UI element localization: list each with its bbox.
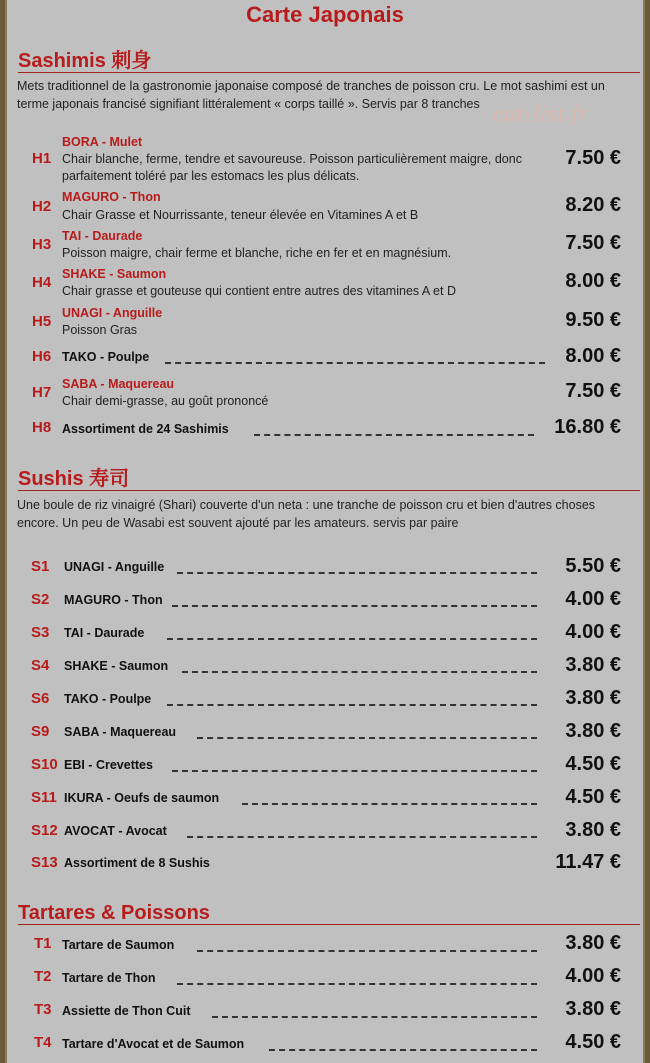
- item-name: SABA - Maquereau: [62, 377, 175, 391]
- item-name: TAKO - Poulpe: [64, 692, 152, 706]
- item-price: 4.50 €: [565, 786, 621, 808]
- item-description: Poisson Gras: [62, 323, 138, 337]
- item-code: H7: [32, 384, 52, 401]
- item-price: 3.80 €: [565, 654, 621, 676]
- item-price: 3.80 €: [565, 819, 621, 841]
- item-code: S9: [31, 723, 50, 740]
- item-name: TAI - Daurade: [62, 229, 143, 243]
- item-code: S1: [31, 558, 50, 575]
- dotted-leader: [197, 938, 537, 952]
- dotted-leader: [167, 692, 537, 706]
- item-code: S10: [31, 756, 58, 773]
- dotted-leader: [182, 659, 537, 673]
- item-name: IKURA - Oeufs de saumon: [64, 791, 220, 805]
- item-code: S4: [31, 657, 50, 674]
- item-name: Tartare de Thon: [62, 971, 156, 985]
- item-code: S11: [31, 789, 57, 806]
- item-name: Assortiment de 24 Sashimis: [62, 422, 229, 436]
- item-description: Chair grasse et gouteuse qui contient entre autres des vitamines A et D: [62, 284, 456, 298]
- item-name: UNAGI - Anguille: [62, 306, 163, 320]
- dotted-leader: [197, 725, 537, 739]
- dotted-leader: [242, 791, 537, 805]
- item-name: SHAKE - Saumon: [62, 267, 167, 281]
- watermark: eat-list.fr: [493, 101, 589, 126]
- item-price: 3.80 €: [565, 998, 621, 1020]
- dotted-leader: [165, 350, 545, 364]
- item-price: 8.00 €: [565, 270, 621, 292]
- section-intro-sushis: Une boule de riz vinaigré (Shari) couverte d'un neta : une tranche de poisson cru et bien d'autres choses encore. Un peu de Wasabi est souvent ajouté par les amateurs. servis par paire: [17, 498, 596, 530]
- dotted-leader: [212, 1004, 537, 1018]
- item-price: 7.50 €: [565, 147, 621, 169]
- item-code: T2: [34, 968, 52, 985]
- item-price: 16.80 €: [554, 416, 621, 438]
- item-price: 4.00 €: [565, 621, 621, 643]
- item-name: SHAKE - Saumon: [64, 659, 169, 673]
- item-price: 7.50 €: [565, 380, 621, 402]
- dotted-leader: [187, 824, 537, 838]
- item-description: Chair demi-grasse, au goût prononcé: [62, 394, 269, 408]
- item-name: SABA - Maquereau: [64, 725, 177, 739]
- dotted-leader: [254, 422, 534, 436]
- item-code: H3: [32, 236, 52, 253]
- section-header-tartares: Tartares & Poissons: [18, 902, 640, 925]
- item-code: S2: [31, 591, 50, 608]
- dotted-leader: [269, 1037, 537, 1051]
- section-header-sashimis: Sashimis 刺身: [18, 50, 640, 73]
- item-name: BORA - Mulet: [62, 135, 143, 149]
- item-code: H6: [32, 348, 52, 365]
- item-code: H4: [32, 274, 52, 291]
- section-header-sushis: Sushis 寿司: [18, 468, 640, 491]
- item-name: Tartare de Saumon: [62, 938, 175, 952]
- item-code: H8: [32, 419, 52, 436]
- item-name: TAI - Daurade: [64, 626, 145, 640]
- item-price: 4.50 €: [565, 1031, 621, 1053]
- item-code: T3: [34, 1001, 52, 1018]
- dotted-leader: [177, 971, 537, 985]
- item-price: 3.80 €: [565, 687, 621, 709]
- section-intro-sashimis: Mets traditionnel de la gastronomie japonaise composé de tranches de poisson cru. Le mot sashimi est un terme japonais francisé signifiant littéralement « corps taillé ». Servis par 8 tranches: [17, 79, 605, 111]
- item-name: MAGURO - Thon: [62, 190, 161, 204]
- menu-panel: [5, 0, 645, 1063]
- item-price: 3.80 €: [565, 932, 621, 954]
- item-name: TAKO - Poulpe: [62, 350, 150, 364]
- dotted-leader: [172, 758, 537, 772]
- item-price: 4.00 €: [565, 588, 621, 610]
- dotted-leader: [177, 560, 537, 574]
- item-code: H5: [32, 313, 52, 330]
- item-code: S6: [31, 690, 50, 707]
- item-name: Assiette de Thon Cuit: [62, 1004, 191, 1018]
- item-name: Assortiment de 8 Sushis: [64, 856, 210, 870]
- item-code: S3: [31, 624, 50, 641]
- item-name: EBI - Crevettes: [64, 758, 153, 772]
- item-code: T4: [34, 1034, 52, 1051]
- item-description: Chair Grasse et Nourrissante, teneur élevée en Vitamines A et B: [62, 208, 419, 222]
- item-price: 4.00 €: [565, 965, 621, 987]
- item-price: 7.50 €: [565, 232, 621, 254]
- item-description: Chair blanche, ferme, tendre et savoureuse. Poisson particulièrement maigre, donc parfaitement toléré par les estomacs les plus délicats.: [62, 152, 522, 183]
- item-code: S12: [31, 822, 58, 839]
- item-name: UNAGI - Anguille: [64, 560, 165, 574]
- item-price: 8.00 €: [565, 345, 621, 367]
- item-description: Poisson maigre, chair ferme et blanche, riche en fer et en magnésium.: [62, 246, 452, 260]
- item-price: 11.47 €: [555, 851, 621, 873]
- dotted-leader: [167, 626, 537, 640]
- item-name: Tartare d'Avocat et de Saumon: [62, 1037, 245, 1051]
- item-name: MAGURO - Thon: [64, 593, 163, 607]
- item-code: S13: [31, 854, 58, 871]
- item-price: 8.20 €: [565, 194, 621, 216]
- item-price: 4.50 €: [565, 753, 621, 775]
- item-code: H1: [32, 150, 52, 167]
- item-price: 5.50 €: [565, 555, 621, 577]
- item-name: AVOCAT - Avocat: [64, 824, 167, 838]
- item-code: H2: [32, 198, 52, 215]
- item-price: 9.50 €: [565, 309, 621, 331]
- page-title: Carte Japonais: [246, 2, 404, 27]
- dotted-leader: [172, 593, 537, 607]
- item-price: 3.80 €: [565, 720, 621, 742]
- item-code: T1: [34, 935, 52, 952]
